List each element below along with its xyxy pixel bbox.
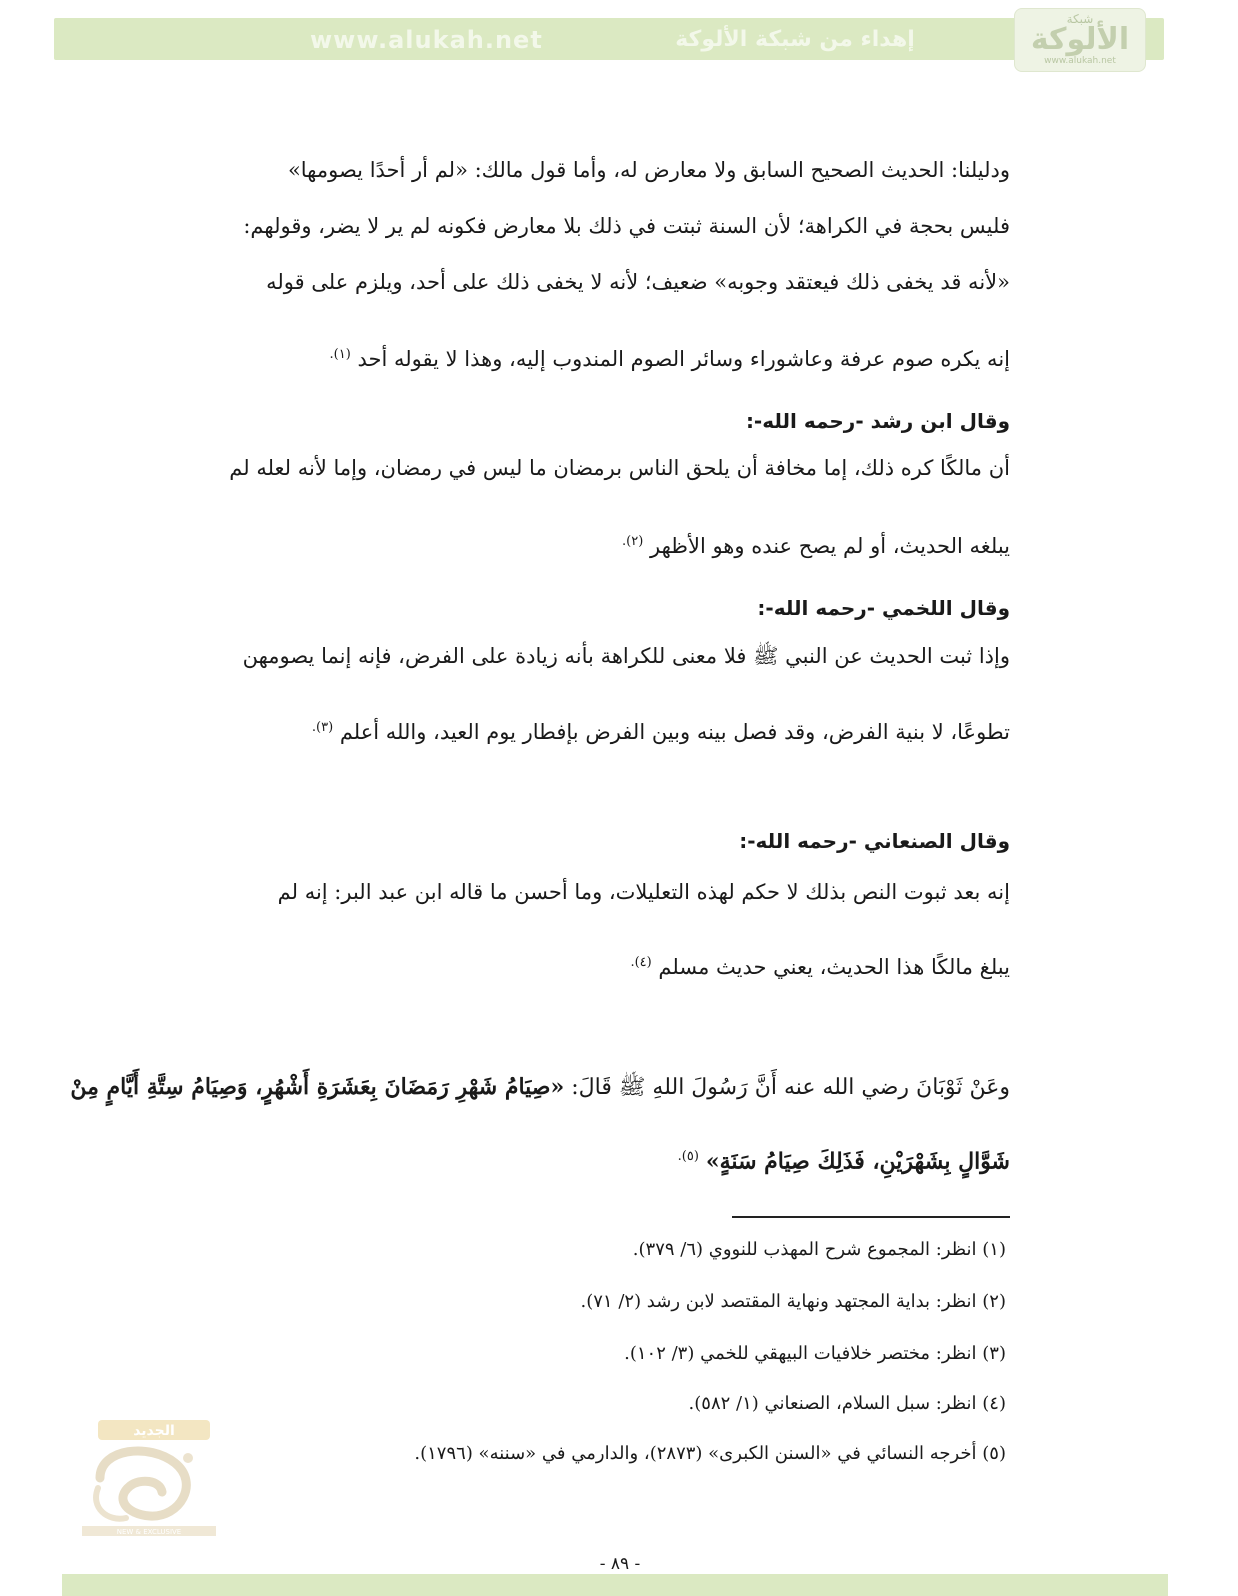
footnote-ref-1[interactable]: (١). [329, 347, 351, 362]
logo-top-text: شبكة [1066, 12, 1094, 26]
footnote-ref-4[interactable]: (٤). [630, 955, 652, 970]
watermark-calligraphy-icon [80, 1418, 220, 1538]
footer-band [62, 1574, 1168, 1596]
heading-al-sanani: وقال الصنعاني -رحمه الله-: [739, 829, 1010, 853]
footnote-4: (٤) انظر: سبل السلام، الصنعاني (١/ ٥٨٢). [688, 1393, 1006, 1414]
header-tagline: إهداء من شبكة الألوكة [675, 27, 915, 52]
hadith-line-1 [70, 1070, 1010, 1105]
p2-line-2 [210, 526, 1010, 562]
p1-line-2: فليس بحجة في الكراهة؛ لأن السنة ثبتت في ذلك بلا معارض فكونه لم ير لا يضر، وقولهم: [243, 214, 1010, 238]
new-exclusive-watermark [80, 1418, 220, 1538]
p4-line-1: إنه بعد ثبوت النص بذلك لا حكم لهذه التعليلات، وما أحسن ما قاله ابن عبد البر: إنه لم [277, 880, 1010, 904]
footnote-5: (٥) أخرجه النسائي في «السنن الكبرى» (٢٨٧٣)، والدارمي في «سننه» (١٧٩٦). [414, 1443, 1006, 1464]
footnote-3: (٣) انظر: مختصر خلافيات البيهقي للخمي (٣/ ١٠٢). [624, 1343, 1006, 1364]
p3-line-1: وإذا ثبت الحديث عن النبي ﷺ فلا معنى للكراهة بأنه زيادة على الفرض، فإنه إنما يصومهن [242, 644, 1010, 668]
p1-line-3: «لأنه قد يخفى ذلك فيعتقد وجوبه» ضعيف؛ لأنه لا يخفى ذلك على أحد، ويلزم على قوله [266, 270, 1010, 294]
footnote-1: (١) انظر: المجموع شرح المهذب للنووي (٦/ ٣٧٩). [632, 1239, 1006, 1260]
logo-main-text: الألوكة [1030, 22, 1130, 57]
p1-line-4 [210, 339, 1010, 375]
footnote-2: (٢) انظر: بداية المجتهد ونهاية المقتصد لابن رشد (٢/ ٧١). [580, 1291, 1006, 1312]
hadith-line-2 [210, 1140, 1010, 1179]
header-band [54, 18, 1164, 60]
watermark-bottom-label: NEW & EXCLUSIVE [116, 1528, 182, 1536]
p1-line-1: ودليلنا: الحديث الصحيح السابق ولا معارض له، وأما قول مالك: «لم أر أحدًا يصومها» [287, 158, 1010, 182]
p1-line-4-text: إنه يكره صوم عرفة وعاشوراء وسائر الصوم المندوب إليه، وهذا لا يقوله أحد [357, 347, 1010, 371]
footnote-ref-3[interactable]: (٣). [311, 720, 334, 735]
heading-al-lakhmi: وقال اللخمي -رحمه الله-: [757, 596, 1010, 620]
p3-line-2-text: تطوعًا، لا بنية الفرض، وقد فصل بينه وبين الفرض بإفطار يوم العيد، والله أعلم [339, 720, 1010, 744]
p3-line-2 [210, 712, 1010, 748]
logo-url-text: www.alukah.net [1044, 56, 1116, 66]
p4-line-2 [210, 947, 1010, 983]
footnote-separator [732, 1216, 1010, 1218]
hadith-intro: وعَنْ ثَوْبَانَ رضي الله عنه أَنَّ رَسُولَ اللهِ ﷺ قَالَ: [571, 1075, 1010, 1100]
p2-line-1: أن مالكًا كره ذلك، إما مخافة أن يلحق الناس برمضان ما ليس في رمضان، وإما لأنه لعله لم [229, 456, 1010, 480]
page-number: - ٨٩ - [599, 1554, 641, 1574]
p4-line-2-text: يبلغ مالكًا هذا الحديث، يعني حديث مسلم [658, 955, 1010, 979]
p2-line-2-text: يبلغه الحديث، أو لم يصح عنده وهو الأظهر [649, 534, 1010, 558]
footnote-ref-5[interactable]: (٥). [677, 1149, 699, 1164]
hadith-text-1: «صِيَامُ شَهْرِ رَمَضَانَ بِعَشَرَةِ أَشْهُرٍ، وَصِيَامُ سِتَّةِ أَيَّامٍ مِنْ [70, 1074, 565, 1100]
alukah-logo[interactable] [1014, 8, 1146, 72]
footnote-ref-2[interactable]: (٢). [622, 534, 644, 549]
hadith-text-2: شَوَّالٍ بِشَهْرَيْنِ، فَذَلِكَ صِيَامُ سَنَةٍ» [705, 1148, 1010, 1175]
heading-ibn-rushd: وقال ابن رشد -رحمه الله-: [745, 409, 1010, 433]
watermark-top-label: الجديد [133, 1423, 175, 1439]
header-url[interactable]: www.alukah.net [310, 26, 543, 54]
